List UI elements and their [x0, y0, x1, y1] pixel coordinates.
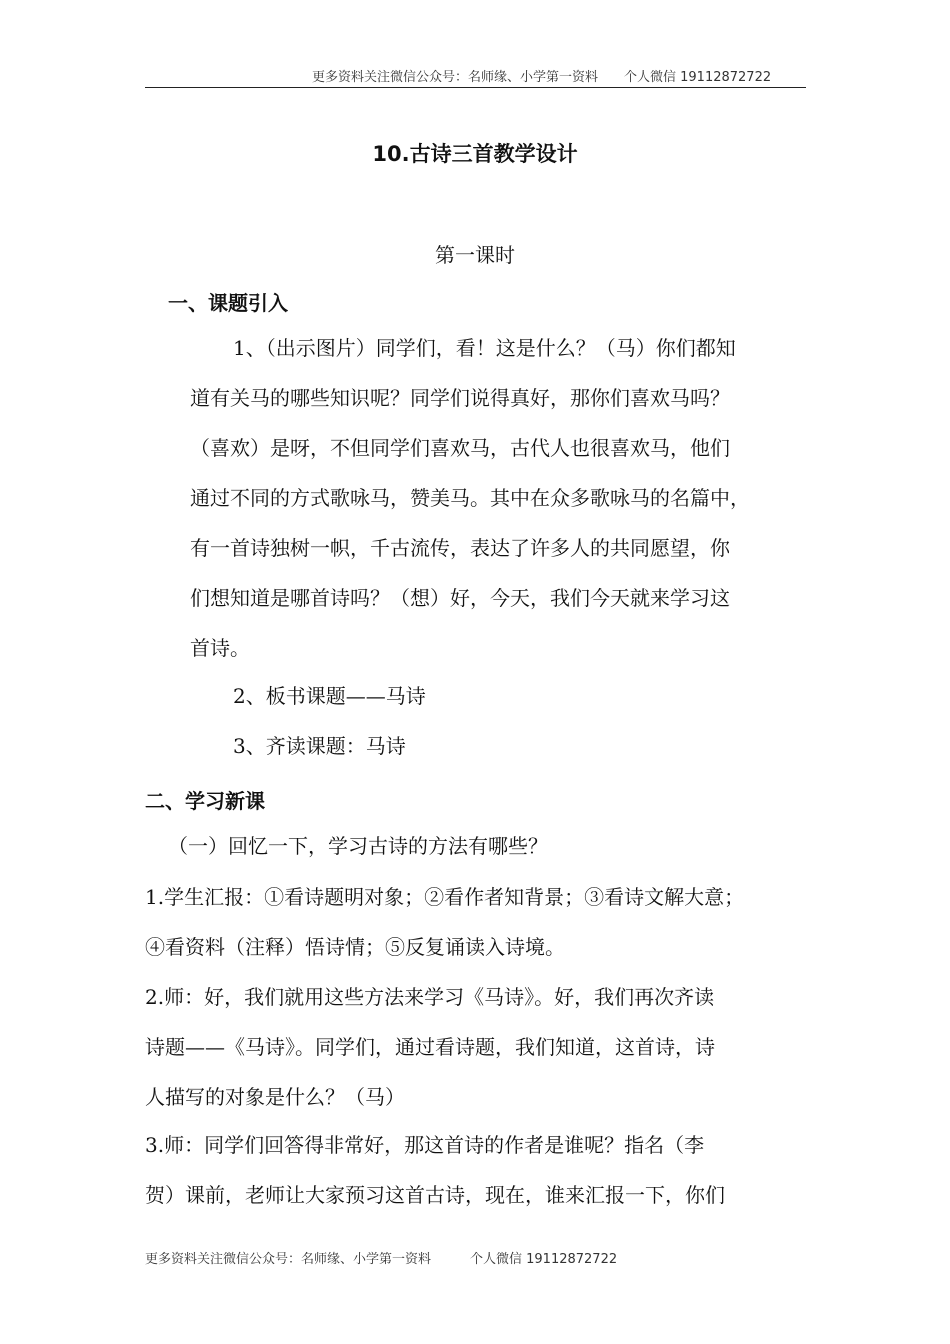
- paragraph-line: ④看资料（注释）悟诗情；⑤反复诵读入诗境。: [145, 935, 565, 959]
- intro-item-1-line: 道有关马的哪些知识呢？同学们说得真好，那你们喜欢马吗？: [190, 386, 730, 410]
- intro-item-1-line: 有一首诗独树一帜，千古流传，表达了许多人的共同愿望，你: [190, 536, 730, 560]
- subsection-heading: （一）回忆一下，学习古诗的方法有哪些？: [168, 834, 548, 858]
- page-header: 更多资料关注微信公众号：名师缘、小学第一资料 个人微信 19112872722: [312, 70, 772, 85]
- paragraph-line: 贺）课前，老师让大家预习这首古诗，现在，谁来汇报一下，你们: [145, 1183, 725, 1207]
- lesson-period: 第一课时: [435, 243, 515, 267]
- intro-item-1-line: 们想知道是哪首诗吗？（想）好，今天，我们今天就来学习这: [190, 586, 730, 610]
- header-divider: [145, 87, 806, 88]
- paragraph-line: 1.学生汇报：①看诗题明对象；②看作者知背景；③看诗文解大意；: [145, 885, 745, 909]
- intro-item-1-line: 1、（出示图片）同学们，看！这是什么？（马）你们都知: [233, 336, 736, 360]
- intro-item-1-line: 首诗。: [190, 636, 250, 660]
- page-footer: 更多资料关注微信公众号：名师缘、小学第一资料 个人微信 19112872722: [145, 1252, 618, 1267]
- paragraph-line: 人描写的对象是什么？（马）: [145, 1085, 405, 1109]
- section-heading-new-lesson: 二、学习新课: [145, 789, 265, 813]
- document-title: 10.古诗三首教学设计: [372, 142, 578, 166]
- intro-item-3: 3、齐读课题：马诗: [233, 734, 406, 758]
- intro-item-1-line: 通过不同的方式歌咏马，赞美马。其中在众多歌咏马的名篇中，: [190, 486, 750, 510]
- section-heading-intro: 一、课题引入: [168, 291, 288, 315]
- intro-item-2: 2、板书课题——马诗: [233, 684, 426, 708]
- paragraph-line: 3.师：同学们回答得非常好，那这首诗的作者是谁呢？指名（李: [145, 1133, 705, 1157]
- paragraph-line: 2.师：好，我们就用这些方法来学习《马诗》。好，我们再次齐读: [145, 985, 715, 1009]
- paragraph-line: 诗题——《马诗》。同学们，通过看诗题，我们知道，这首诗，诗: [145, 1035, 715, 1059]
- intro-item-1-line: （喜欢）是呀，不但同学们喜欢马，古代人也很喜欢马，他们: [190, 436, 730, 460]
